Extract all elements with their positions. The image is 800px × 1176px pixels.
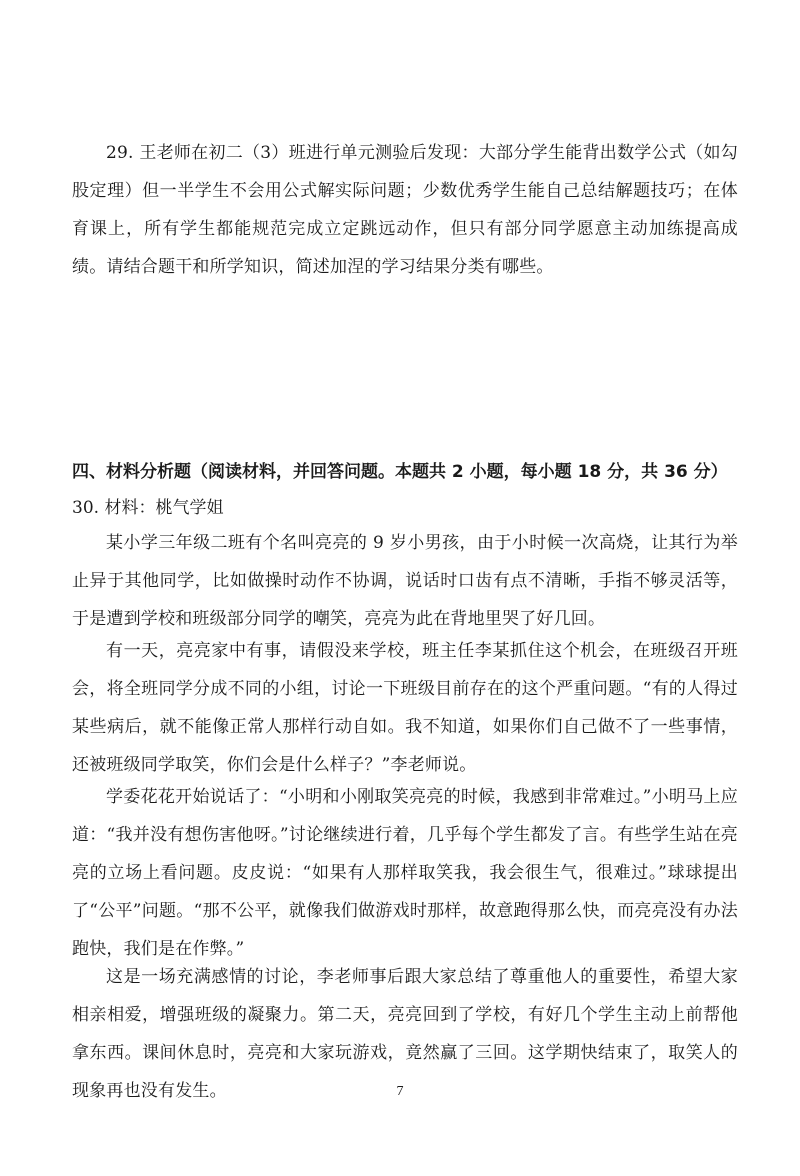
section-heading: 四、材料分析题（阅读材料，并回答问题。本题共 2 小题，每小题 18 分，共 36 分） — [72, 462, 728, 482]
question-29-text: 29. 王老师在初二（3）班进行单元测验后发现：大部分学生能背出数学公式（如勾股定理）但一半学生不会用公式解实际问题；少数优秀学生能自己总结解题技巧；在体育课上，所有学生都能规范完成立定跳远动作，但只有部分同学愿意主动加练提高成绩。请结合题干和所学知识，简述加涅的学习结果分类有哪些。 — [72, 143, 738, 277]
material-paragraph-3: 学委花花开始说话了：“小明和小刚取笑亮亮的时候，我感到非常难过。”小明马上应道：“我并没有想伤害他呀。”讨论继续进行着，几乎每个学生都发了言。有些学生站在亮亮的立场上看问题。皮皮说：“如果有人那样取笑我，我会很生气，很难过。”球球提出了“公平”问题。“那不公平，就像我们做游戏时那样，故意跑得那么快，而亮亮没有办法跑快，我们是在作弊。” — [72, 787, 738, 959]
material-paragraph-1: 某小学三年级二班有个名叫亮亮的 9 岁小男孩，由于小时候一次高烧，让其行为举止异于其他同学，比如做操时动作不协调，说话时口齿有点不清晰，手指不够灵活等，于是遭到学校和班级部分同学的嘲笑，亮亮为此在背地里哭了好几回。 — [72, 533, 738, 629]
page-number: 7 — [396, 1084, 404, 1099]
material-paragraph-4: 这是一场充满感情的讨论，李老师事后跟大家总结了尊重他人的重要性，希望大家相亲相爱，增强班级的凝聚力。第二天，亮亮回到了学校，有好几个学生主动上前帮他拿东西。课间休息时，亮亮和大家玩游戏，竟然赢了三回。这学期快结束了，取笑人的现象再也没有发生。 — [72, 967, 738, 1101]
question-30-label: 30. 材料：桃气学姐 — [72, 498, 224, 518]
material-paragraph-2: 有一天，亮亮家中有事，请假没来学校，班主任李某抓住这个机会，在班级召开班会，将全班同学分成不同的小组，讨论一下班级目前存在的这个严重问题。“有的人得过某些病后，就不能像正常人那样行动自如。我不知道，如果你们自己做不了一些事情，还被班级同学取笑，你们会是什么样子？”李老师说。 — [72, 641, 738, 775]
